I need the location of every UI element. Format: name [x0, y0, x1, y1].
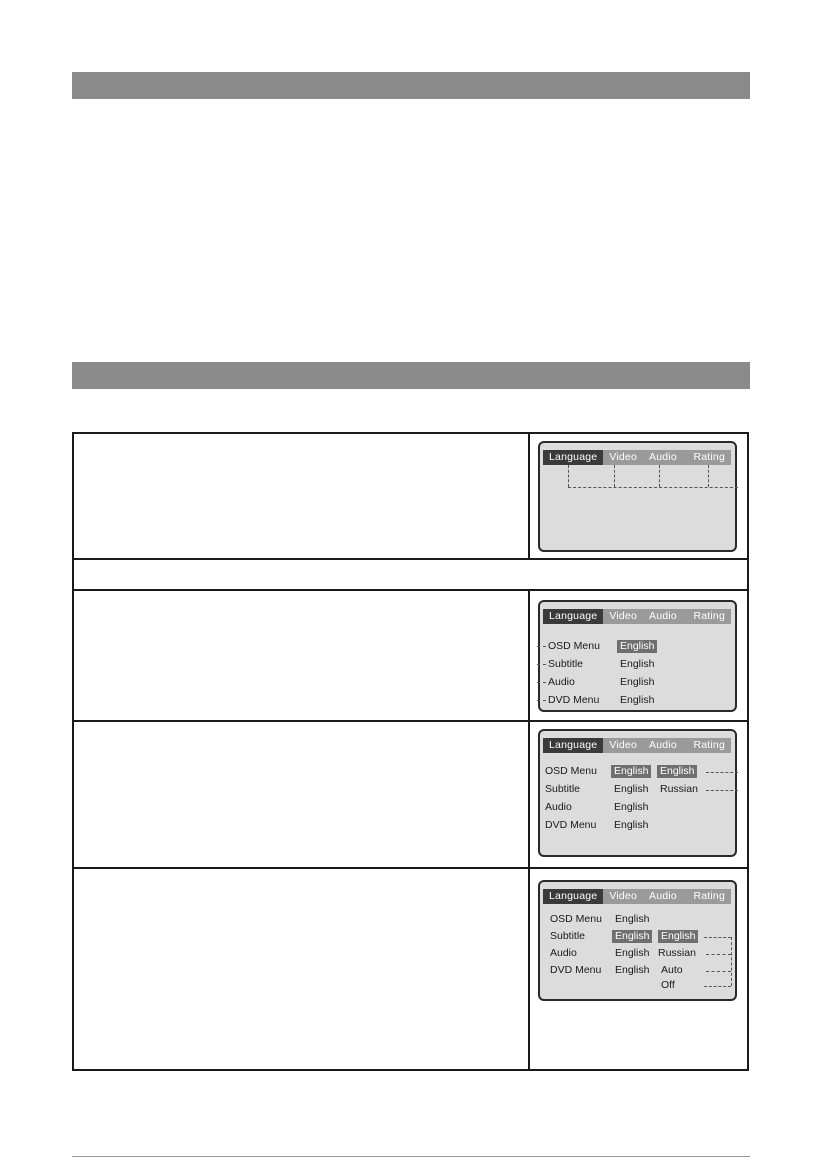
connector-line [706, 790, 738, 791]
tab-rating[interactable]: Rating [693, 739, 725, 751]
audio-value[interactable]: English [615, 947, 650, 959]
tab-language[interactable]: Language [543, 889, 603, 904]
connector-line [568, 487, 738, 488]
connector-line [568, 465, 569, 487]
connector-line [731, 937, 732, 986]
connector-line [537, 646, 546, 647]
audio-value[interactable]: English [614, 801, 649, 813]
audio-label[interactable]: Audio [545, 801, 572, 813]
tab-video[interactable]: Video [609, 890, 637, 902]
osd-menu-label[interactable]: OSD Menu [548, 640, 600, 652]
tab-video[interactable]: Video [609, 610, 637, 622]
dvd-menu-value[interactable]: English [615, 964, 650, 976]
dvd-menu-value[interactable]: English [614, 819, 649, 831]
subtitle-label[interactable]: Subtitle [550, 930, 586, 942]
subtitle-option-english[interactable]: English [658, 930, 698, 943]
section-bar-1 [72, 72, 750, 99]
tab-rating[interactable]: Rating [693, 890, 725, 902]
connector-line [706, 954, 731, 955]
dvd-menu-label[interactable]: DVD Menu [550, 964, 602, 976]
tab-language[interactable]: Language [543, 609, 603, 624]
menu-tabs [543, 609, 731, 624]
tab-language[interactable]: Language [543, 450, 603, 465]
audio-label[interactable]: Audio [548, 676, 575, 688]
section-bar-2 [72, 362, 750, 389]
footer-rule [72, 1156, 750, 1157]
row-divider [72, 589, 749, 591]
subtitle-option-auto[interactable]: Auto [661, 964, 683, 976]
connector-line [537, 682, 546, 683]
dvd-menu-value[interactable]: English [620, 694, 655, 706]
subtitle-value[interactable]: English [612, 930, 652, 943]
subtitle-value[interactable]: English [620, 658, 655, 670]
subtitle-label[interactable]: Subtitle [545, 783, 581, 795]
row-divider [72, 867, 749, 869]
connector-line [704, 986, 731, 987]
tab-video[interactable]: Video [609, 739, 637, 751]
osd-screen-3 [538, 729, 737, 857]
tab-rating[interactable]: Rating [693, 451, 725, 463]
menu-tabs [543, 450, 731, 465]
tab-audio[interactable]: Audio [649, 610, 677, 622]
tab-video[interactable]: Video [609, 451, 637, 463]
connector-line [706, 772, 738, 773]
audio-label[interactable]: Audio [550, 947, 577, 959]
column-divider [528, 589, 530, 1071]
subtitle-label[interactable]: Subtitle [548, 658, 584, 670]
tab-language[interactable]: Language [543, 738, 603, 753]
dvd-menu-label[interactable]: DVD Menu [545, 819, 597, 831]
menu-tabs [543, 738, 731, 753]
subtitle-option-off[interactable]: Off [661, 979, 675, 991]
connector-line [708, 465, 709, 487]
dvd-menu-label[interactable]: DVD Menu [548, 694, 600, 706]
tab-audio[interactable]: Audio [649, 890, 677, 902]
tab-audio[interactable]: Audio [649, 739, 677, 751]
osd-menu-label[interactable]: OSD Menu [545, 765, 597, 777]
connector-line [659, 465, 660, 487]
connector-line [537, 700, 546, 701]
connector-line [706, 971, 731, 972]
osd-menu-value[interactable]: English [611, 765, 651, 778]
menu-tabs [543, 889, 731, 904]
audio-value[interactable]: English [620, 676, 655, 688]
osd-screen-1 [538, 441, 737, 552]
osd-menu-value[interactable]: English [617, 640, 657, 653]
tab-audio[interactable]: Audio [649, 451, 677, 463]
osd-option-russian[interactable]: Russian [660, 783, 698, 795]
column-divider [528, 432, 530, 559]
tab-rating[interactable]: Rating [693, 610, 725, 622]
row-divider [72, 720, 749, 722]
subtitle-option-russian[interactable]: Russian [658, 947, 696, 959]
row-divider [72, 558, 749, 560]
osd-screen-4 [538, 880, 737, 1001]
osd-option-english[interactable]: English [657, 765, 697, 778]
osd-menu-label[interactable]: OSD Menu [550, 913, 602, 925]
connector-line [537, 664, 546, 665]
subtitle-value[interactable]: English [614, 783, 649, 795]
connector-line [614, 465, 615, 487]
osd-screen-2 [538, 600, 737, 712]
connector-line [704, 937, 731, 938]
osd-menu-value[interactable]: English [615, 913, 650, 925]
